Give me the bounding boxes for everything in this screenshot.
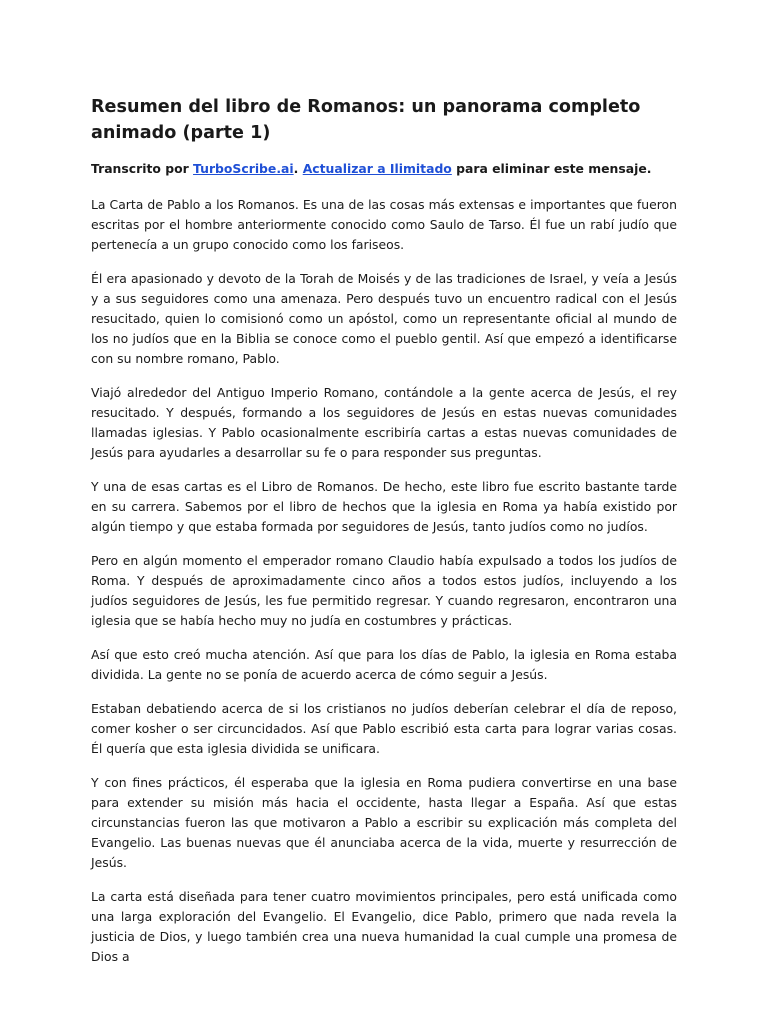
body-paragraph: Así que esto creó mucha atención. Así que para los días de Pablo, la iglesia en Roma estaba dividida. La gente no se ponía de acuerdo acerca de cómo seguir a Jesús. xyxy=(91,647,677,682)
transcription-suffix: para eliminar este mensaje. xyxy=(451,161,652,176)
document-page xyxy=(91,94,677,981)
body-paragraph: Viajó alrededor del Antiguo Imperio Romano, contándole a la gente acerca de Jesús, el rey resucitado. Y después, formando a los seguidores de Jesús en estas nuevas comunidades llamadas iglesias. Y Pablo ocasionalmente escribiría cartas a estas nuevas comunidades de Jesús para ayudarles a desarrollar su fe o para responder sus preguntas. xyxy=(91,385,677,460)
body-paragraph: Pero en algún momento el emperador romano Claudio había expulsado a todos los judíos de Roma. Y después de aproximadamente cinco años a todos estos judíos, incluyendo a los judíos seguidores de Jesús, les fue permitido regresar. Y cuando regresaron, encontraron una iglesia que se había hecho muy no judía en costumbres y prácticas. xyxy=(91,553,677,628)
body-paragraph: La carta está diseñada para tener cuatro movimientos principales, pero está unificada como una larga exploración del Evangelio. El Evangelio, dice Pablo, primero que nada revela la justicia de Dios, y luego también crea una nueva humanidad la cual cumple una promesa de Dios a xyxy=(91,889,677,964)
document-title: Resumen del libro de Romanos: un panorama completo animado (parte 1) xyxy=(91,97,641,143)
body-paragraph: Y una de esas cartas es el Libro de Romanos. De hecho, este libro fue escrito bastante tarde en su carrera. Sabemos por el libro de hechos que la iglesia en Roma ya había existido por algún tiempo y que estaba formada por seguidores de Jesús, tanto judíos como no judíos. xyxy=(91,479,677,534)
body-paragraph: Y con fines prácticos, él esperaba que la iglesia en Roma pudiera convertirse en una base para extender su misión más hacia el occidente, hasta llegar a España. Así que estas circunstancias fueron las que motivaron a Pablo a escribir su explicación más completa del Evangelio. Las buenas nuevas que él anunciaba acerca de la vida, muerte y resurrección de Jesús. xyxy=(91,775,677,870)
transcription-notice xyxy=(91,159,677,179)
transcription-prefix: Transcrito por xyxy=(91,161,194,176)
upgrade-unlimited-link[interactable]: Actualizar a Ilimitado xyxy=(302,161,452,176)
transcription-separator: . xyxy=(293,161,303,176)
body-paragraph: Él era apasionado y devoto de la Torah de Moisés y de las tradiciones de Israel, y veía a Jesús y a sus seguidores como una amenaza. Pero después tuvo un encuentro radical con el Jesús resucitado, quien lo comisionó como un apóstol, como un representante oficial al mundo de los no judíos que en la Biblia se conoce como el pueblo gentil. Así que empezó a identificarse con su nombre romano, Pablo. xyxy=(91,271,677,366)
turboscribe-link[interactable]: TurboScribe.ai xyxy=(193,161,294,176)
body-paragraph: La Carta de Pablo a los Romanos. Es una de las cosas más extensas e importantes que fueron escritas por el hombre anteriormente conocido como Saulo de Tarso. Él fue un rabí judío que pertenecía a un grupo conocido como los fariseos. xyxy=(91,197,677,252)
body-paragraph: Estaban debatiendo acerca de si los cristianos no judíos deberían celebrar el día de reposo, comer kosher o ser circuncidados. Así que Pablo escribió esta carta para lograr varias cosas. Él quería que esta iglesia dividida se unificara. xyxy=(91,701,677,756)
